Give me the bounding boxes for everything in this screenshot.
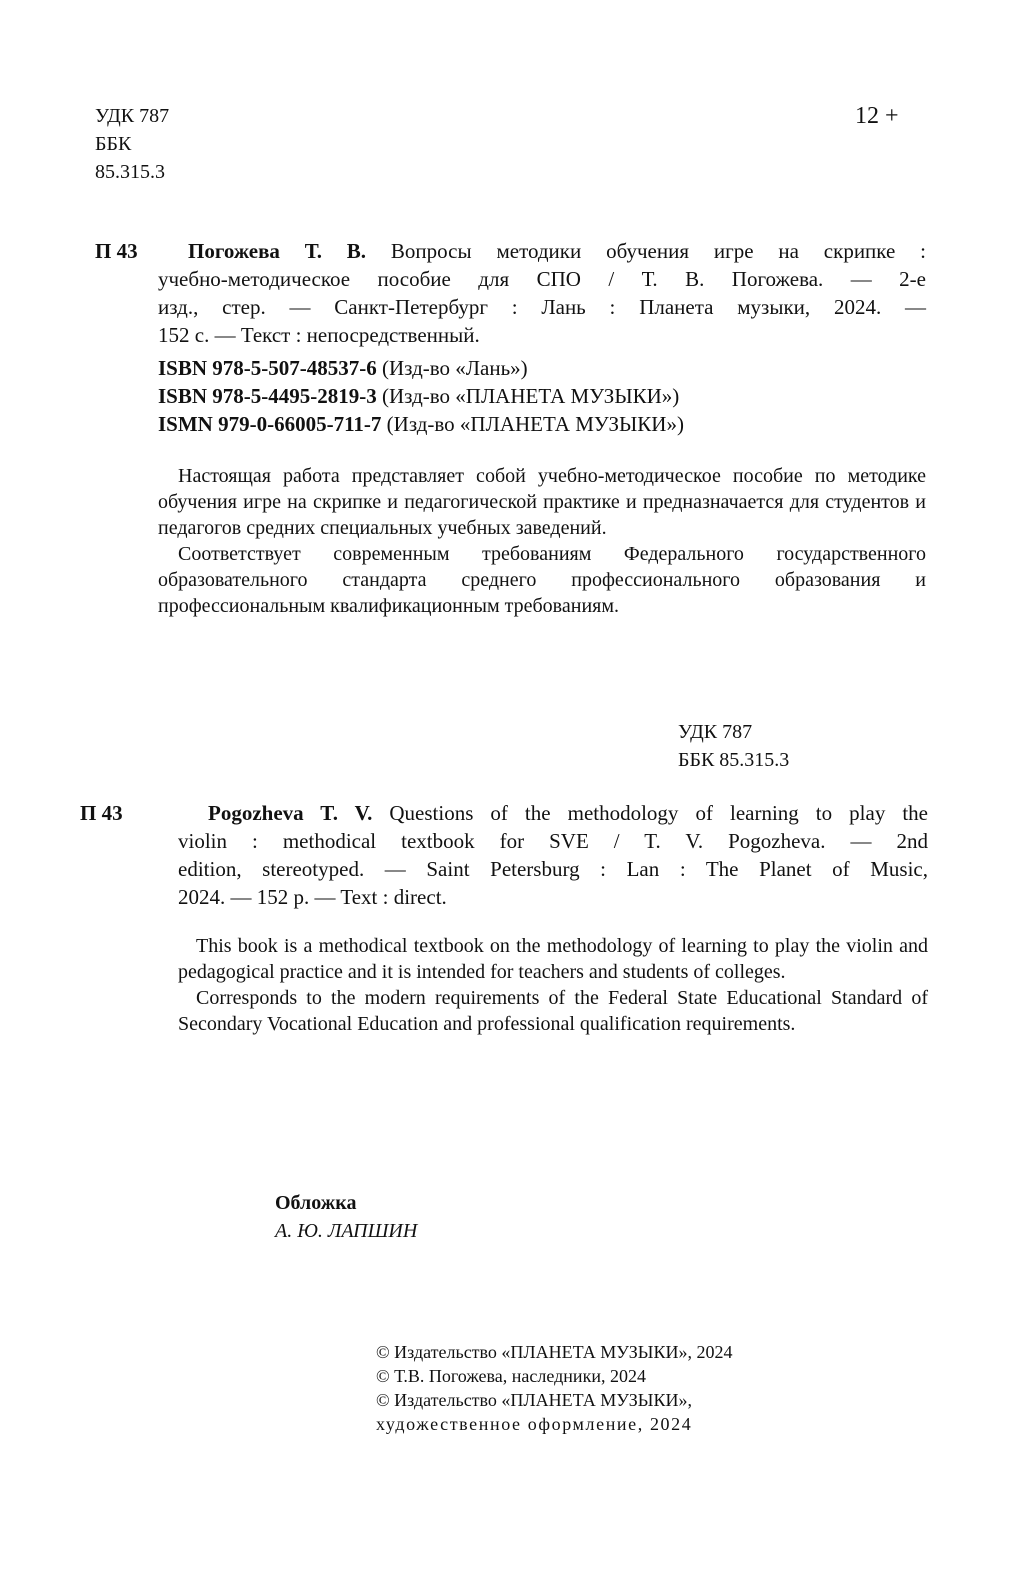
age-rating: 12 +	[855, 103, 899, 129]
udk-code: УДК 787	[678, 721, 753, 743]
udk-code: УДК 787	[95, 105, 170, 127]
isbn-publisher: (Изд-во «ПЛАНЕТА МУЗЫКИ»)	[381, 412, 684, 436]
entry-line: violin : methodical textbook for SVE / T. V. Pogozheva. — 2nd	[178, 829, 928, 853]
bibliographic-entry-en	[178, 799, 928, 911]
isbn-list	[158, 354, 938, 438]
abstract-paragraph: Corresponds to the modern requirements of the Federal State Educational Standard of Secondary Vocational Education and professional qualification requirements.	[178, 987, 928, 1035]
copyright-line: художественное оформление, 2024	[376, 1414, 693, 1434]
cover-artist: А. Ю. ЛАПШИН	[275, 1220, 418, 1242]
entry-line: 152 с. — Текст : непосредственный.	[158, 323, 480, 347]
bbk-code: 85.315.3	[95, 161, 165, 183]
isbn-publisher: (Изд-во «ПЛАНЕТА МУЗЫКИ»)	[376, 384, 680, 408]
isbn-line	[158, 382, 938, 410]
author-mark-ru: П 43	[95, 239, 138, 263]
abstract-en	[178, 933, 928, 1037]
bbk-label: ББК	[95, 133, 132, 155]
abstract-paragraph: Настоящая работа представляет собой учебно-методическое пособие по методике обучения игре на скрипке и педагогической практике и предназначается для студентов и педагогов средних специальных учебных заведений.	[158, 465, 926, 539]
entry-line: изд., стер. — Санкт-Петербург : Лань : Планета музыки, 2024. —	[158, 295, 926, 319]
copyright-line: © Издательство «ПЛАНЕТА МУЗЫКИ»,	[376, 1390, 692, 1410]
bibliographic-entry-ru	[158, 237, 926, 349]
isbn-publisher: (Изд-во «Лань»)	[376, 356, 528, 380]
cover-label: Обложка	[275, 1192, 357, 1214]
entry-title-ru: Вопросы методики обучения игре на скрипке :	[366, 239, 926, 263]
entry-line	[158, 237, 926, 265]
isbn-line	[158, 354, 938, 382]
abstract-paragraph: This book is a methodical textbook on the methodology of learning to play the violin and pedagogical practice and it is intended for teachers and students of colleges.	[178, 935, 928, 983]
entry-line	[178, 799, 928, 827]
abstract-ru	[158, 463, 926, 619]
author-name-en: Pogozheva T. V.	[208, 801, 373, 825]
entry-line: 2024. — 152 p. — Text : direct.	[178, 885, 447, 909]
entry-line: edition, stereotyped. — Saint Petersburg : Lan : The Planet of Music,	[178, 857, 928, 881]
ismn-number: ISMN 979-0-66005-711-7	[158, 412, 382, 436]
copyright-line: © Издательство «ПЛАНЕТА МУЗЫКИ», 2024	[376, 1342, 733, 1362]
classification-codes	[95, 102, 295, 186]
classification-codes-en	[678, 718, 878, 774]
abstract-paragraph: Соответствует современным требованиям Федерального государственного образовательного стандарта среднего профессионального образования и профессиональным квалификационным требованиям.	[158, 543, 926, 617]
entry-line: учебно-методическое пособие для СПО / Т. В. Погожева. — 2-е	[158, 267, 926, 291]
author-name-ru: Погожева Т. В.	[188, 239, 367, 263]
author-mark-en: П 43	[80, 801, 123, 825]
entry-title-en: Questions of the methodology of learning to play the	[372, 801, 929, 825]
bbk-code: ББК 85.315.3	[678, 749, 790, 771]
copyright-line: © Т.В. Погожева, наследники, 2024	[376, 1366, 646, 1386]
isbn-number: ISBN 978-5-4495-2819-3	[158, 384, 377, 408]
isbn-line	[158, 410, 938, 438]
cover-credits	[275, 1189, 417, 1245]
copyright-block	[376, 1340, 856, 1436]
isbn-number: ISBN 978-5-507-48537-6	[158, 356, 377, 380]
